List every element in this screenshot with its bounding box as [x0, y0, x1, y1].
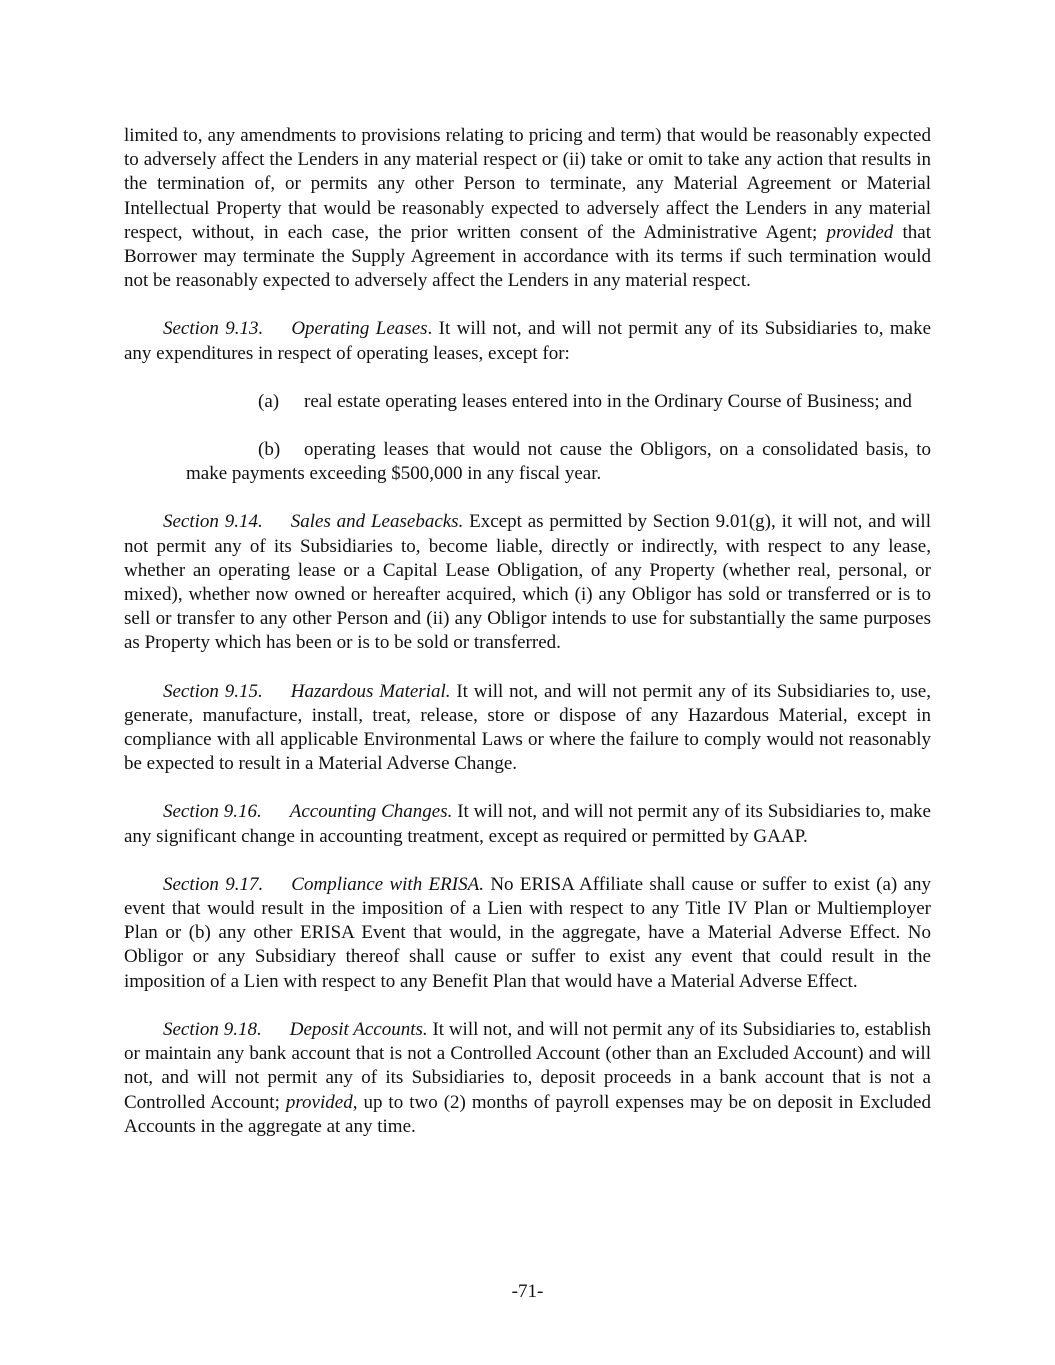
section-body: Except as permitted by Section 9.01(g), it will not, and will not permit any of its Subsidiaries to, become liable, directly or indirectly, with respect to any lease, whether an operating lease or a Capital Lease Obligation, of any Property (whether real, personal, or mixed), whether now owned or hereafter acquired, which (i) any Obligor has sold or transferred or is to sell or transfer to any other Person and (ii) any Obligor intends to use for substantially the same purposes as Property which has been or is to be sold or transferred.	[124, 511, 931, 654]
section-9-14-paragraph	[124, 510, 931, 655]
list-item-text: operating leases that would not cause the Obligors, on a consolidated basis, to make payments exceeding $500,000 in any fiscal year.	[186, 439, 931, 485]
section-heading: Sales and Leasebacks.	[290, 511, 464, 533]
section-number: Section 9.16.	[163, 801, 262, 823]
provided-term: provided	[285, 1091, 353, 1113]
section-number: Section 9.17.	[163, 873, 264, 895]
section-number: Section 9.14.	[163, 511, 263, 533]
intro-paragraph	[124, 124, 931, 293]
section-body: . It will not, and will not permit any of its Subsidiaries to, make any expenditures in respect of operating leases, except for:	[124, 318, 931, 364]
section-heading: Accounting Changes.	[289, 801, 453, 823]
section-number: Section 9.13.	[163, 318, 264, 340]
section-heading: Deposit Accounts.	[289, 1018, 428, 1040]
intro-text: limited to, any amendments to provisions relating to pricing and term) that would be reasonably expected to adversely affect the Lenders in any material respect or (ii) take or omit to take any action that results in the termination of, or permits any other Person to terminate, any Material Agreement or Material Intellectual Property that would be reasonably expected to adversely affect the Lenders in any material respect, without, in each case, the prior written consent of the Administrative Agent;	[124, 125, 931, 243]
section-body-continued: , up to two (2) months of payroll expenses may be on deposit in Excluded Accounts in the aggregate at any time.	[124, 1091, 931, 1137]
provided-term: provided	[826, 221, 894, 243]
section-body: It will not, and will not permit any of its Subsidiaries to, establish or maintain any bank account that is not a Controlled Account (other than an Excluded Account) and will not, and will not permit any of its Subsidiaries to, deposit proceeds in a bank account that is not a Controlled Account;	[124, 1018, 931, 1113]
section-body: No ERISA Affiliate shall cause or suffer to exist (a) any event that would result in the imposition of a Lien with respect to any Title IV Plan or Multiemployer Plan or (b) any other ERISA Event that would, in the aggregate, have a Material Adverse Effect. No Obligor or any Subsidiary thereof shall cause or suffer to exist any event that could result in the imposition of a Lien with respect to any Benefit Plan that would have a Material Adverse Effect.	[124, 873, 931, 992]
document-page	[124, 124, 931, 1139]
section-9-13-paragraph	[124, 317, 931, 365]
list-marker: (b)	[258, 439, 281, 461]
section-body: It will not, and will not permit any of its Subsidiaries to, use, generate, manufacture, install, treat, release, store or dispose of any Hazardous Material, except in compliance with all applicable Environmental Laws or where the failure to comply would not reasonably be expected to result in a Material Adverse Change.	[124, 680, 931, 775]
section-9-15-paragraph	[124, 680, 931, 777]
section-number: Section 9.18.	[163, 1018, 262, 1040]
section-number: Section 9.15.	[163, 680, 263, 702]
list-item	[186, 438, 931, 486]
list-marker: (a)	[258, 390, 280, 412]
list-item	[186, 390, 931, 414]
list-item-text: real estate operating leases entered into in the Ordinary Course of Business; and	[304, 390, 912, 412]
section-9-17-paragraph	[124, 873, 931, 994]
section-heading: Compliance with ERISA.	[291, 873, 484, 895]
section-9-18-paragraph	[124, 1018, 931, 1139]
page-number: -71-	[511, 1281, 544, 1302]
section-heading: Hazardous Material.	[290, 680, 451, 702]
section-heading: Operating Leases	[291, 318, 428, 340]
section-9-16-paragraph	[124, 800, 931, 848]
section-body: It will not, and will not permit any of its Subsidiaries to, make any significant change in accounting treatment, except as required or permitted by GAAP.	[124, 801, 931, 847]
intro-text-continued: that Borrower may terminate the Supply Agreement in accordance with its terms if such termination would not be reasonably expected to adversely affect the Lenders in any material respect.	[124, 221, 931, 292]
